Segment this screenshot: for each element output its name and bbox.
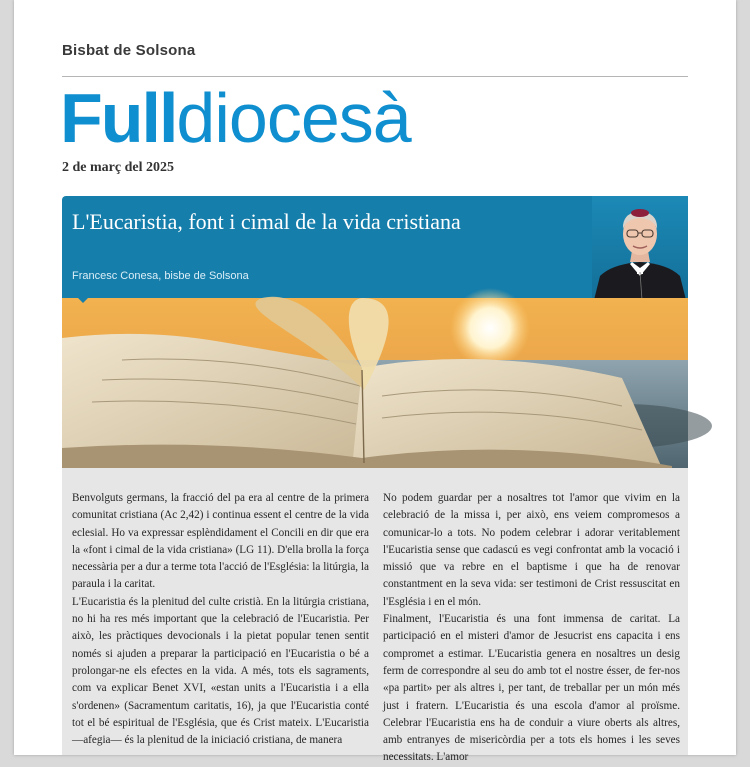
masthead-logo	[60, 79, 411, 157]
article-column-left	[72, 490, 369, 749]
article-body	[62, 468, 688, 764]
paragraph: Finalment, l'Eucaristia és una font immensa de caritat. La participació en el misteri d'amor de Jesucrist ens capacita i ens compromet a estimar. L'Eucaristia genera en nosaltres un desig ferm de correspondre al seu do amb tot el nostre ésser, de fer-nos «pa partit» per als altres i, per tant, de treballar per un món més just i fratern. L'Eucaristia és una escola d'amor al proïsme. Celebrar l'Eucaristia ens ha de conduir a viure oberts als altres, amb entranyes de misericòrdia per a tots els homes i les seves necessitats. L'amor	[383, 613, 680, 764]
masthead-light: diocesà	[176, 79, 411, 157]
issue-date: 2 de març del 2025	[62, 160, 174, 175]
article-photo	[62, 298, 688, 468]
masthead-bold: Full	[60, 79, 177, 157]
paragraph: No podem guardar per a nosaltres tot l'amor que vivim en la celebració de la missa i, per això, ens veiem compromesos a comunicar-lo a tots. No podem celebrar i adorar veritablement l'Eucaristia sense que cadascú es vegi confrontat amb la vocació i missió que va rebre en el baptisme i que ha de renovar constantment en la seva vida: ser testimoni de Crist ressuscitat en l'Església i en el món.	[383, 492, 680, 608]
paragraph: Benvolguts germans, la fracció del pa era al centre de la primera comunitat cristiana (Ac 2,42) i continua essent el centre de la vida eclesial. Ho va expressar esplèndidament el Concili en dir que era la «font i cimal de la vida cristiana» (LG 11). D'ella brolla la força necessària per a dur a terme tota l'acció de l'Església: la litúrgia, la paraula i la caritat.	[72, 492, 369, 591]
article-title: L'Eucaristia, font i cimal de la vida cristiana	[72, 209, 461, 234]
publisher-name: Bisbat de Solsona	[62, 42, 196, 59]
article-column-right	[383, 490, 680, 767]
bishop-portrait-image	[592, 196, 688, 300]
article-author: Francesc Conesa, bisbe de Solsona	[72, 270, 249, 282]
newsletter-page	[14, 0, 736, 764]
banner-pointer	[76, 296, 90, 303]
header-divider	[62, 76, 688, 77]
article-banner	[62, 196, 688, 300]
paragraph: L'Eucaristia és la plenitud del culte cristià. En la litúrgia cristiana, no hi ha res més important que la celebració de l'Eucaristia. Per això, les pràctiques devocionals i la pietat popular tenen sentit només si ajuden a preparar la participació en l'Eucaristia o bé a prolongar-ne els efectes en la vida. A més, tots els sagraments, com va explicar Benet XVI, «estan units a l'Eucaristia i a ella s'ordenen» (Sacramentum caritatis, 16), ja que l'Eucaristia conté tot el bé espiritual de l'Església, que és Crist mateix. L'Eucaristia —afegia— és la plenitud de la iniciació cristiana, de manera	[72, 595, 369, 747]
